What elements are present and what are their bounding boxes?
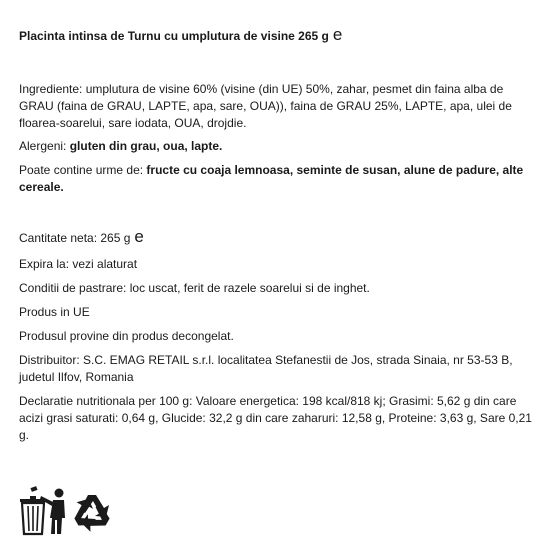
product-title bbox=[19, 27, 539, 44]
product-title-text: Placinta intinsa de Turnu cu umplutura de visine 265 g bbox=[19, 29, 329, 43]
distributor-line: Distribuitor: S.C. EMAG RETAIL s.r.l. localitatea Stefanestii de Jos, strada Sinaia, nr 53-53 B, judetul Ilfov, Romania bbox=[19, 353, 513, 384]
expiry-line: Expira la: vezi alaturat bbox=[19, 257, 138, 271]
disposal-icons bbox=[19, 484, 119, 538]
may-contain-value: fructe cu coaja lemnoasa, seminte de susan, alune de padure, alte cereale. bbox=[19, 163, 524, 194]
allergens-line bbox=[19, 138, 539, 155]
may-contain-label: Poate contine urme de: bbox=[19, 163, 147, 177]
allergens-label: Alergeni: bbox=[19, 139, 70, 153]
allergens-value: gluten din grau, oua, lapte. bbox=[69, 139, 223, 153]
frozen-note-line: Produsul provine din produs decongelat. bbox=[19, 329, 234, 343]
origin-line: Produs in UE bbox=[19, 305, 90, 319]
tidyman-bin-icon bbox=[20, 486, 65, 534]
net-quantity-estimated-sign: e bbox=[134, 227, 144, 246]
net-quantity-line bbox=[19, 228, 539, 247]
estimated-sign: e bbox=[332, 25, 343, 44]
may-contain-line bbox=[19, 162, 539, 196]
nutrition-declaration: Declaratie nutritionala per 100 g: Valoare energetica: 198 kcal/818 kj; Grasimi: 5,62 g din care acizi grasi saturati: 0,64 g, Glucide: 32,2 g din care zaharuri: 12,58 g, Proteine: 3,63 g, Sare 0,21 g. bbox=[19, 394, 532, 442]
storage-line: Conditii de pastrare: loc uscat, ferit de razele soarelui si de inghet. bbox=[19, 281, 370, 295]
net-quantity-label: Cantitate neta: 265 g bbox=[19, 231, 131, 245]
recycling-icon bbox=[68, 495, 114, 537]
disposal-icons-svg bbox=[19, 484, 119, 538]
ingredients-text: Ingrediente: umplutura de visine 60% (visine (din UE) 50%, zahar, pesmet din faina alba de GRAU (faina de GRAU, LAPTE, apa, sare, OUA)), faina de GRAU 25%, LAPTE, apa, ulei de floarea-soarelui, sare iodata, OUA, drojdie. bbox=[19, 82, 512, 130]
